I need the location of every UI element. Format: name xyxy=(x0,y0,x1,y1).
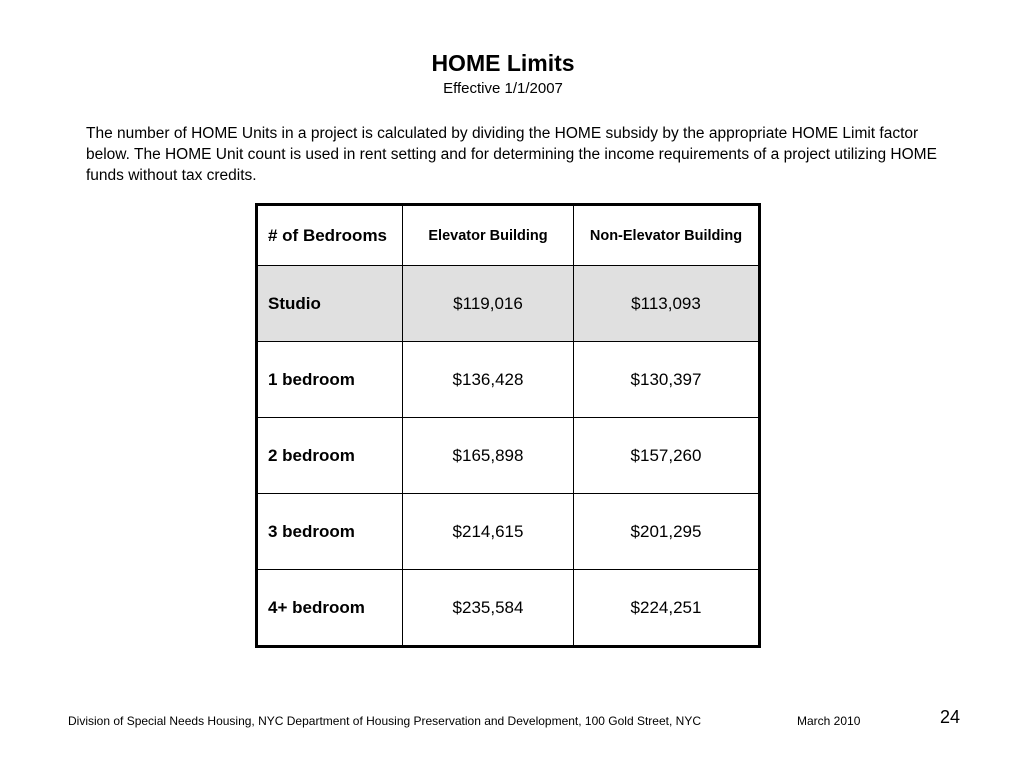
table-row xyxy=(257,342,760,418)
elevator-value: $136,428 xyxy=(403,342,574,418)
elevator-value: $235,584 xyxy=(403,570,574,647)
home-limits-table xyxy=(255,203,761,648)
table-row xyxy=(257,418,760,494)
page-title: HOME Limits xyxy=(431,50,575,76)
elevator-value: $165,898 xyxy=(403,418,574,494)
footer-organization: Division of Special Needs Housing, NYC Department of Housing Preservation and Development, 100 Gold Street, NYC xyxy=(68,714,701,728)
non-elevator-value: $201,295 xyxy=(574,494,760,570)
elevator-value: $214,615 xyxy=(403,494,574,570)
page-subtitle: Effective 1/1/2007 xyxy=(443,80,563,97)
non-elevator-value: $224,251 xyxy=(574,570,760,647)
elevator-value: $119,016 xyxy=(403,266,574,342)
table-row xyxy=(257,494,760,570)
non-elevator-value: $113,093 xyxy=(574,266,760,342)
row-label: 4+ bedroom xyxy=(257,570,403,647)
header-non-elevator-building: Non-Elevator Building xyxy=(574,205,760,266)
header-elevator-building: Elevator Building xyxy=(403,205,574,266)
header-bedrooms: # of Bedrooms xyxy=(257,205,403,266)
non-elevator-value: $130,397 xyxy=(574,342,760,418)
table-header-row xyxy=(257,205,760,266)
table-row xyxy=(257,570,760,647)
page-number: 24 xyxy=(940,707,961,727)
non-elevator-value: $157,260 xyxy=(574,418,760,494)
intro-paragraph: The number of HOME Units in a project is calculated by dividing the HOME subsidy by the appropriate HOME Limit factor below. The HOME Unit count is used in rent setting and for determining the income requirements of a project utilizing HOME funds without tax credits. xyxy=(86,125,937,184)
row-label: Studio xyxy=(257,266,403,342)
row-label: 3 bedroom xyxy=(257,494,403,570)
table-row xyxy=(257,266,760,342)
row-label: 2 bedroom xyxy=(257,418,403,494)
footer-date: March 2010 xyxy=(797,714,861,728)
row-label: 1 bedroom xyxy=(257,342,403,418)
